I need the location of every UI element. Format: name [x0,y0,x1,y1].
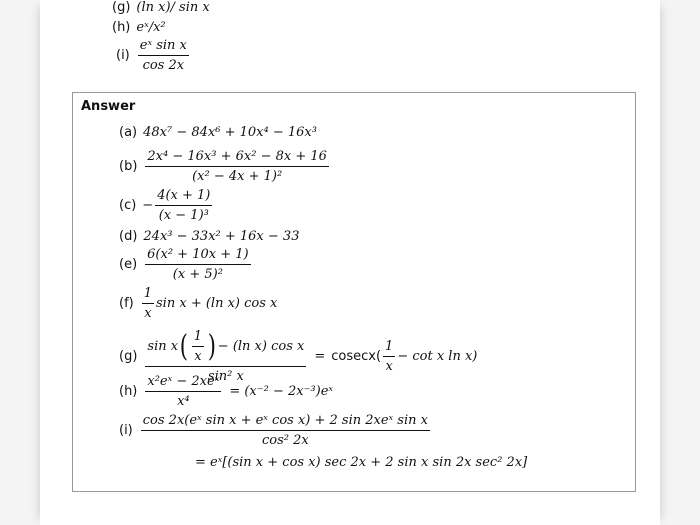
answer-d [119,229,299,244]
question-i-label: (i) [116,48,130,63]
answer-e-fraction [145,247,250,282]
answer-f-rest: sin x + (ln x) cos x [156,296,278,311]
answer-f [119,286,277,321]
answer-e-label: (e) [119,257,138,272]
answer-title: Answer [81,99,136,114]
answer-g-numerator [145,329,306,366]
answer-b-label: (b) [119,159,138,174]
answer-h-label: (h) [119,384,138,399]
answer-g-right-den: x [383,356,395,374]
question-i-fraction [138,38,189,73]
question-g [112,0,210,15]
answer-a-label: (a) [119,125,138,140]
answer-c [119,188,214,223]
answer-c-label: (c) [119,198,137,213]
answer-h-fraction [145,374,221,409]
answer-c-fraction [155,188,212,223]
question-i-denominator: cos 2x [138,55,189,73]
question-h-expr: eˣ/x² [136,20,166,35]
question-i [116,38,191,73]
answer-g-num-pre: sin x [147,339,179,354]
answer-i-denominator: cos² 2x [141,430,430,448]
answer-e-denominator: (x + 5)² [145,264,250,282]
answer-a [119,125,317,140]
answer-h-numerator: x²eˣ − 2xeˣ [147,374,220,389]
answer-i-fraction [141,413,430,448]
answer-g-equals: = [314,349,326,364]
answer-g-num-post: − (ln x) cos x [217,339,305,354]
right-paren-icon: ) [207,328,217,364]
answer-h [119,374,333,409]
answer-box [72,92,636,492]
left-paren-icon: ( [179,328,189,364]
answer-i-line2 [195,455,527,470]
answer-b-numerator: 2x⁴ − 16x³ + 6x² − 8x + 16 [147,149,327,164]
answer-g-cosec: cosecx( [331,349,382,364]
answer-h-denominator: x⁴ [145,391,221,409]
answer-g-inner-fraction [192,329,204,364]
answer-c-numerator: 4(x + 1) [157,188,211,203]
answer-g-inner-num: 1 [193,329,203,344]
answer-g-label: (g) [119,349,138,364]
answer-i-numerator: cos 2x(eˣ sin x + eˣ cos x) + 2 sin 2xeˣ sin x [142,413,428,428]
answer-c-denominator: (x − 1)³ [155,205,212,223]
question-h-label: (h) [112,20,131,35]
answer-h-rest: = (x⁻² − 2x⁻³)eˣ [229,384,334,399]
answer-e-numerator: 6(x² + 10x + 1) [147,247,249,262]
answer-i [119,413,432,448]
answer-f-fraction [142,286,154,321]
question-h [112,20,166,35]
answer-f-denominator: x [142,303,154,321]
answer-g-tail: − cot x ln x) [397,349,478,364]
question-g-label: (g) [112,0,131,15]
answer-f-label: (f) [119,296,134,311]
answer-a-expr: 48x⁷ − 84x⁶ + 10x⁴ − 16x³ [143,125,317,140]
answer-b-denominator: (x² − 4x + 1)² [145,166,329,184]
answer-g-denominator: sin² x [145,366,306,384]
answer-c-sign: − [142,198,154,213]
answer-g-right-fraction [383,339,395,374]
question-g-expr: (ln x)/ sin x [136,0,210,15]
answer-g-inner-den: x [192,346,204,364]
answer-b [119,149,331,184]
document-page [40,0,660,525]
answer-i-line2-expr: = eˣ[(sin x + cos x) sec 2x + 2 sin x sin 2x sec² 2x] [195,455,528,470]
answer-b-fraction [145,149,329,184]
answer-d-label: (d) [119,229,138,244]
answer-d-expr: 24x³ − 33x² + 16x − 33 [143,229,300,244]
answer-i-label: (i) [119,423,133,438]
answer-e [119,247,253,282]
answer-f-numerator: 1 [143,286,153,301]
answer-g-right-num: 1 [385,339,394,354]
question-i-numerator: eˣ sin x [139,38,187,53]
